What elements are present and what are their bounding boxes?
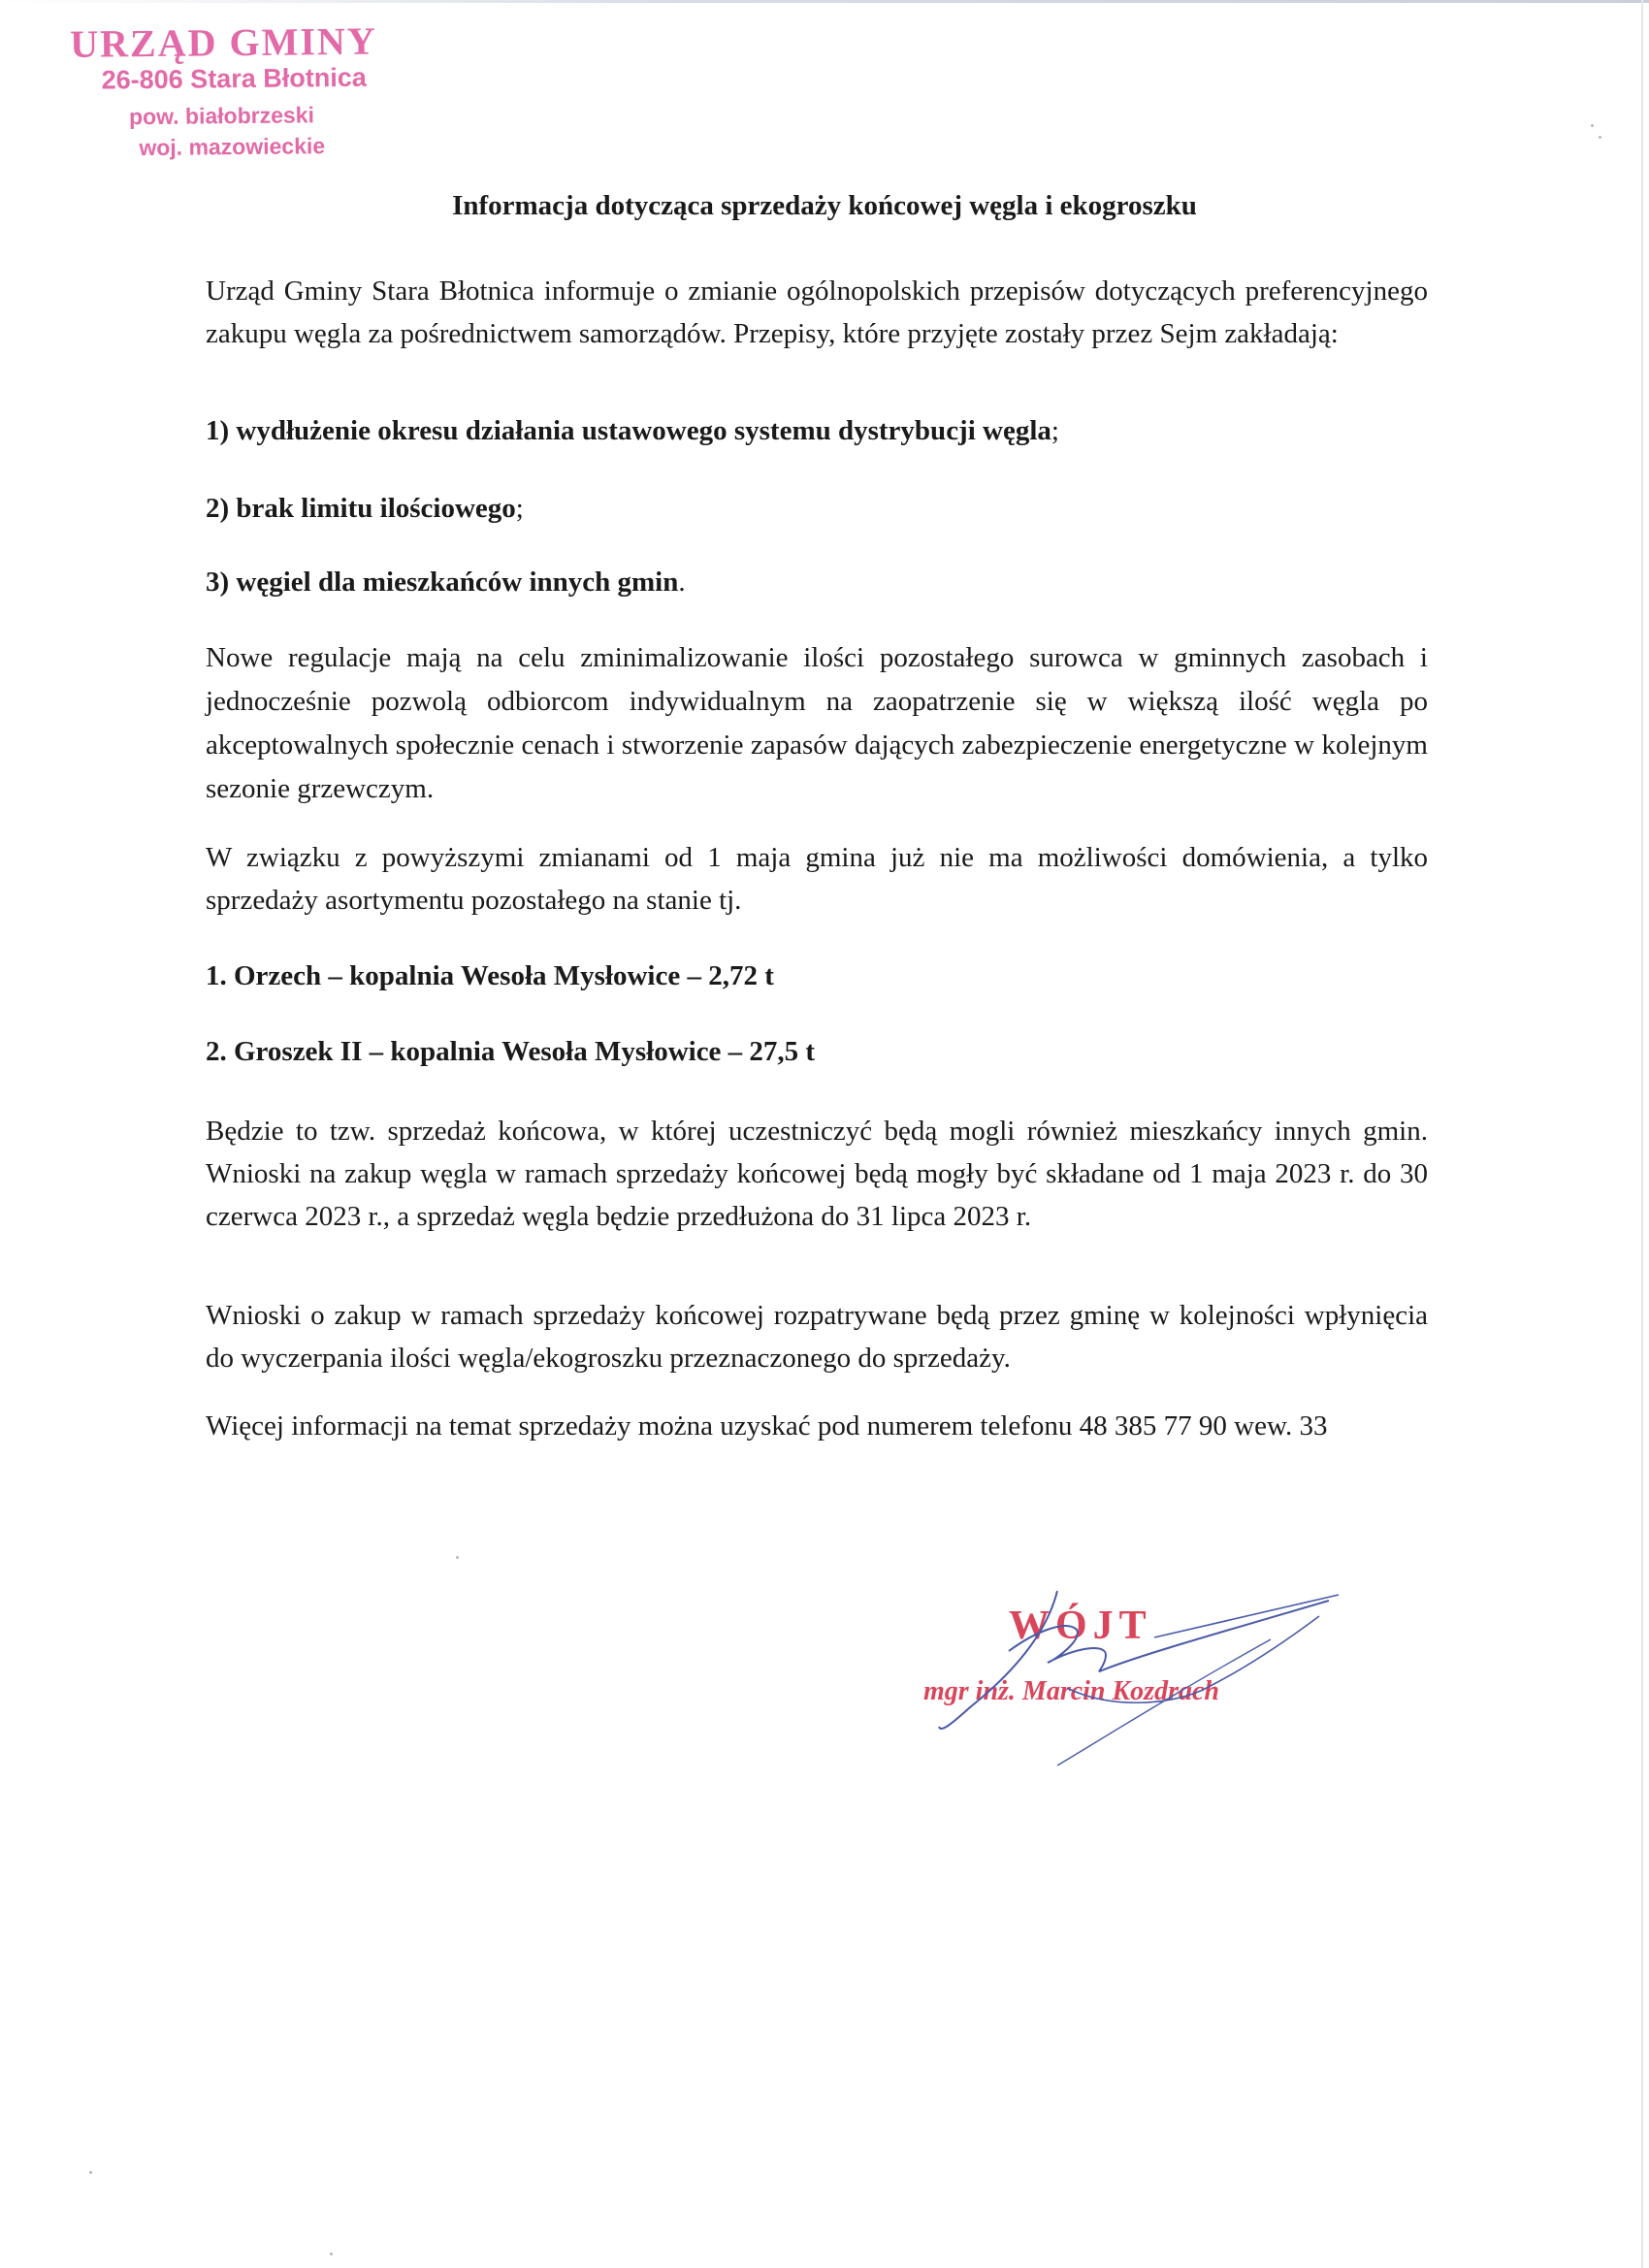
assumption-punctuation: . <box>678 567 686 598</box>
stock-item: 1. Orzech – kopalnia Wesoła Mysłowice – 2,72 t <box>206 960 774 991</box>
official-name-stamp: mgr inż. Marcin Kozdrach <box>923 1676 1219 1706</box>
scan-speck <box>89 2171 92 2174</box>
scan-speck <box>1591 124 1594 127</box>
assumption-item <box>206 415 1059 447</box>
assumption-text: 3) węgiel dla mieszkańców innych gmin <box>206 567 679 598</box>
signature-block <box>912 1562 1377 1775</box>
document-title: Informacja dotycząca sprzedaży końcowej węgla i ekogroszku <box>452 190 1197 221</box>
assumption-punctuation: ; <box>1051 415 1059 446</box>
changes-paragraph: W związku z powyższymi zmianami od 1 maja gmina już nie ma możliwości domówienia, a tylko sprzedaży asortymentu pozostałego na stanie tj. <box>206 842 1428 916</box>
scan-speck <box>456 1556 459 1559</box>
assumption-punctuation: ; <box>515 493 524 524</box>
stamp-county-line: pow. białobrzeski <box>128 102 315 130</box>
stamp-title: URZĄD GMINY <box>70 18 377 66</box>
stamp-voivodeship-line: woj. mazowieckie <box>139 133 326 161</box>
contact-paragraph: Więcej informacji na temat sprzedaży można uzyskać pod numerem telefonu 48 385 77 90 wew. 33 <box>206 1410 1328 1442</box>
applications-paragraph: Wnioski o zakup w ramach sprzedaży końcowej rozpatrywane będą przez gminę w kolejności wpłynięcia do wyczerpania ilości węgla/ekogroszku przeznaczonego do sprzedaży. <box>206 1300 1428 1374</box>
scan-speck <box>1599 136 1601 139</box>
regulations-paragraph: Nowe regulacje mają na celu zminimalizowanie ilości pozostałego surowca w gminnych zasobach i jednocześnie pozwolą odbiorcom indywidualnym na zaopatrzenie się w większą ilość węgla po akceptowalnych społecznie cenach i stworzenie zapasów dających zabezpieczenie energetyczne w kolejnym sezonie grzewczym. <box>206 642 1428 804</box>
stamp-postal-line: 26-806 Stara Błotnica <box>101 62 367 95</box>
office-stamp <box>70 17 419 161</box>
assumption-item <box>206 567 686 599</box>
assumption-text: 2) brak limitu ilościowego <box>206 493 516 524</box>
scan-right-edge <box>1641 0 1643 2268</box>
final-sale-paragraph: Będzie to tzw. sprzedaż końcowa, w której uczestniczyć będą mogli również mieszkańcy innych gmin. Wnioski na zakup węgla w ramach sprzedaży końcowej będą mogły być składane od 1 maja 2023 r. do 30 czerwca 2023 r., a sprzedaż węgla będzie przedłużona do 31 lipca 2023 r. <box>206 1116 1428 1232</box>
assumption-text: 1) wydłużenie okresu działania ustawowego systemu dystrybucji węgla <box>206 415 1051 446</box>
scan-top-edge <box>0 0 1649 3</box>
scan-speck <box>330 2252 333 2255</box>
stock-item: 2. Groszek II – kopalnia Wesoła Mysłowice – 27,5 t <box>206 1036 816 1067</box>
handwritten-signature <box>912 1562 1377 1775</box>
intro-paragraph: Urząd Gminy Stara Błotnica informuje o zmianie ogólnopolskich przepisów dotyczących preferencyjnego zakupu węgla za pośrednictwem samorządów. Przepisy, które przyjęte zostały przez Sejm zakładają: <box>206 275 1428 349</box>
assumption-item <box>206 493 524 525</box>
official-role-stamp: WÓJT <box>1009 1604 1152 1648</box>
